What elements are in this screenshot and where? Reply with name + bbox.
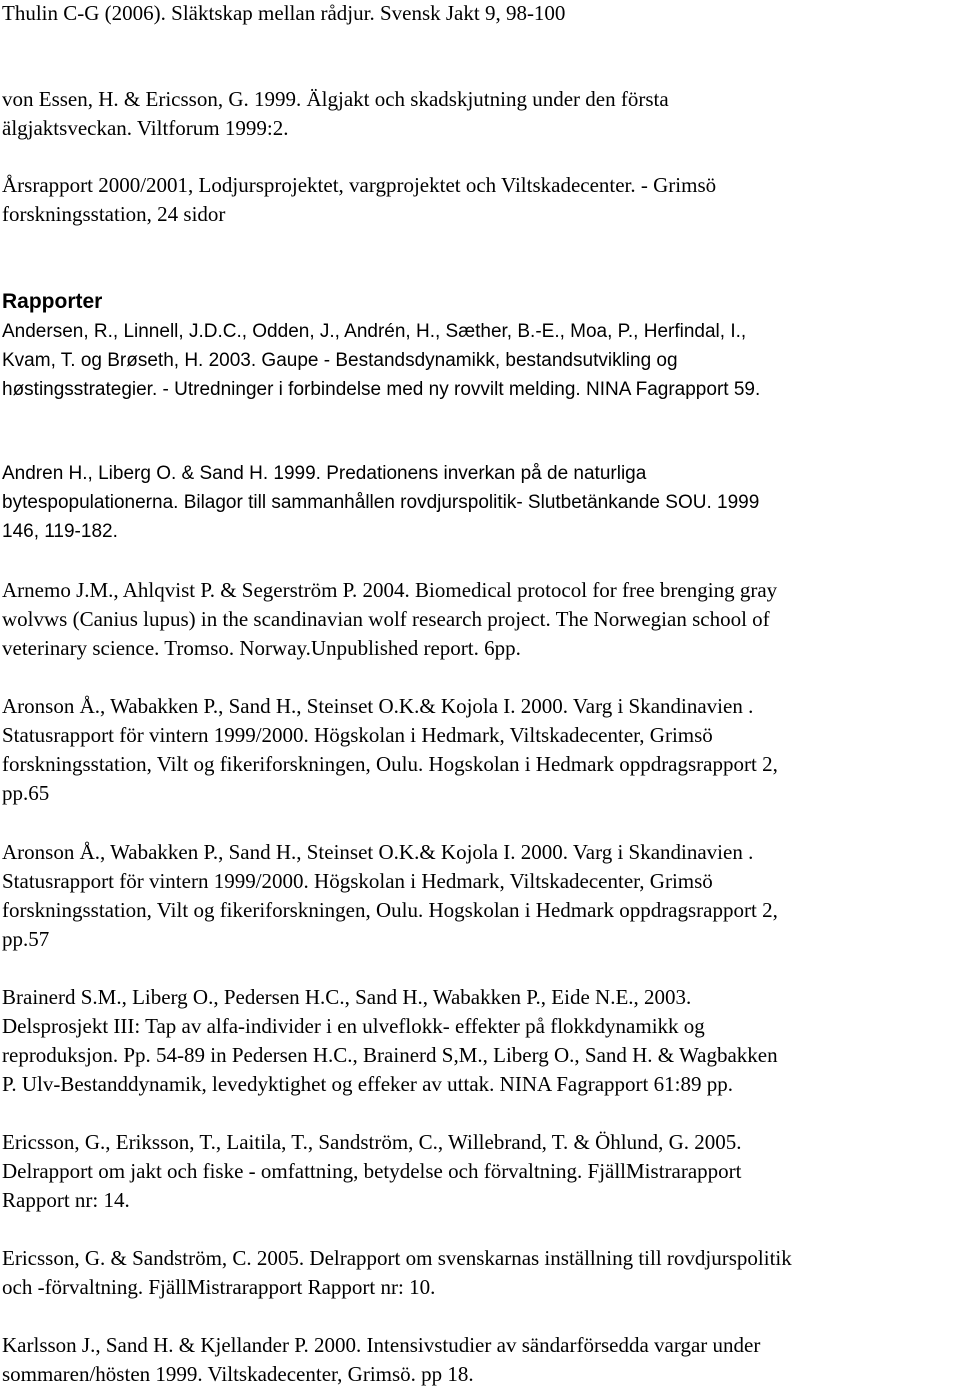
- reference-line: høstingsstrategier. - Utredninger i forbindelse med ny rovvilt melding. NINA Fagrapport 59.: [2, 379, 761, 400]
- reference-line: 146, 119-182.: [2, 521, 118, 542]
- reference-line: Thulin C-G (2006). Släktskap mellan rådjur. Svensk Jakt 9, 98-100: [2, 1, 566, 25]
- reference-line: Delsprosjekt III: Tap av alfa-individer i en ulveflokk- effekter på flokkdynamikk og: [2, 1014, 705, 1038]
- reference-entry: [2, 576, 954, 663]
- reference-line: forskningsstation, 24 sidor: [2, 202, 226, 226]
- reference-entry: [2, 317, 954, 404]
- reference-line: Ericsson, G. & Sandström, C. 2005. Delrapport om svenskarnas inställning till rovdjurspolitik: [2, 1246, 792, 1270]
- reference-line: reproduksjon. Pp. 54-89 in Pedersen H.C., Brainerd S,M., Liberg O., Sand H. & Wagbakken: [2, 1043, 778, 1067]
- reference-line: wolvws (Canius lupus) in the scandinavian wolf research project. The Norwegian school of: [2, 607, 770, 631]
- reference-line: Delrapport om jakt och fiske - omfattning, betydelse och förvaltning. FjällMistrarapport: [2, 1159, 742, 1183]
- reference-entry: [2, 171, 954, 229]
- reference-line: Andersen, R., Linnell, J.D.C., Odden, J., Andrén, H., Sæther, B.-E., Moa, P., Herfindal, I.,: [2, 321, 747, 342]
- reference-entry: [2, 983, 954, 1099]
- reference-line: Brainerd S.M., Liberg O., Pedersen H.C., Sand H., Wabakken P., Eide N.E., 2003.: [2, 985, 692, 1009]
- reference-line: Karlsson J., Sand H. & Kjellander P. 2000. Intensivstudier av sändarförsedda vargar under: [2, 1333, 761, 1357]
- reference-entry: [2, 0, 954, 28]
- reference-line: P. Ulv-Bestanddynamik, levedyktighet og effeker av uttak. NINA Fagrapport 61:89 pp.: [2, 1072, 733, 1096]
- reference-entry: [2, 838, 954, 954]
- reference-line: pp.57: [2, 927, 50, 951]
- section-heading: Rapporter: [2, 290, 103, 313]
- reference-line: Arnemo J.M., Ahlqvist P. & Segerström P. 2004. Biomedical protocol for free brenging gray: [2, 578, 778, 602]
- reference-line: Aronson Å., Wabakken P., Sand H., Steinset O.K.& Kojola I. 2000. Varg i Skandinavien .: [2, 694, 754, 718]
- reference-line: Statusrapport för vintern 1999/2000. Högskolan i Hedmark, Viltskadecenter, Grimsö: [2, 723, 713, 747]
- reference-line: Kvam, T. og Brøseth, H. 2003. Gaupe - Bestandsdynamikk, bestandsutvikling og: [2, 350, 678, 371]
- reference-line: forskningsstation, Vilt og fikeriforskningen, Oulu. Hogskolan i Hedmark oppdragsrapport 2,: [2, 752, 778, 776]
- reference-line: bytespopulationerna. Bilagor till sammanhållen rovdjurspolitik- Slutbetänkande SOU. 1999: [2, 492, 760, 513]
- reference-entry: [2, 459, 954, 546]
- reference-line: och -förvaltning. FjällMistrarapport Rapport nr: 10.: [2, 1275, 436, 1299]
- reference-line: Aronson Å., Wabakken P., Sand H., Steinset O.K.& Kojola I. 2000. Varg i Skandinavien .: [2, 840, 754, 864]
- reference-line: Årsrapport 2000/2001, Lodjursprojektet, vargprojektet och Viltskadecenter. - Grimsö: [2, 173, 717, 197]
- reference-line: Rapport nr: 14.: [2, 1188, 130, 1212]
- reference-line: pp.65: [2, 781, 50, 805]
- reference-entry: [2, 692, 954, 808]
- reference-entry: [2, 1331, 954, 1389]
- reference-entry: [2, 1244, 954, 1302]
- reference-line: von Essen, H. & Ericsson, G. 1999. Älgjakt och skadskjutning under den första: [2, 87, 669, 111]
- reference-line: Statusrapport för vintern 1999/2000. Högskolan i Hedmark, Viltskadecenter, Grimsö: [2, 869, 713, 893]
- reference-line: Andren H., Liberg O. & Sand H. 1999. Predationens inverkan på de naturliga: [2, 463, 647, 484]
- reference-line: sommaren/hösten 1999. Viltskadecenter, Grimsö. pp 18.: [2, 1362, 474, 1386]
- reference-entry: [2, 1128, 954, 1215]
- reference-line: forskningsstation, Vilt og fikeriforskningen, Oulu. Hogskolan i Hedmark oppdragsrapport 2,: [2, 898, 778, 922]
- reference-entry: [2, 85, 954, 143]
- reference-line: älgjaktsveckan. Viltforum 1999:2.: [2, 116, 289, 140]
- reference-line: veterinary science. Tromso. Norway.Unpublished report. 6pp.: [2, 636, 521, 660]
- reference-line: Ericsson, G., Eriksson, T., Laitila, T., Sandström, C., Willebrand, T. & Öhlund, G. 2005.: [2, 1130, 742, 1154]
